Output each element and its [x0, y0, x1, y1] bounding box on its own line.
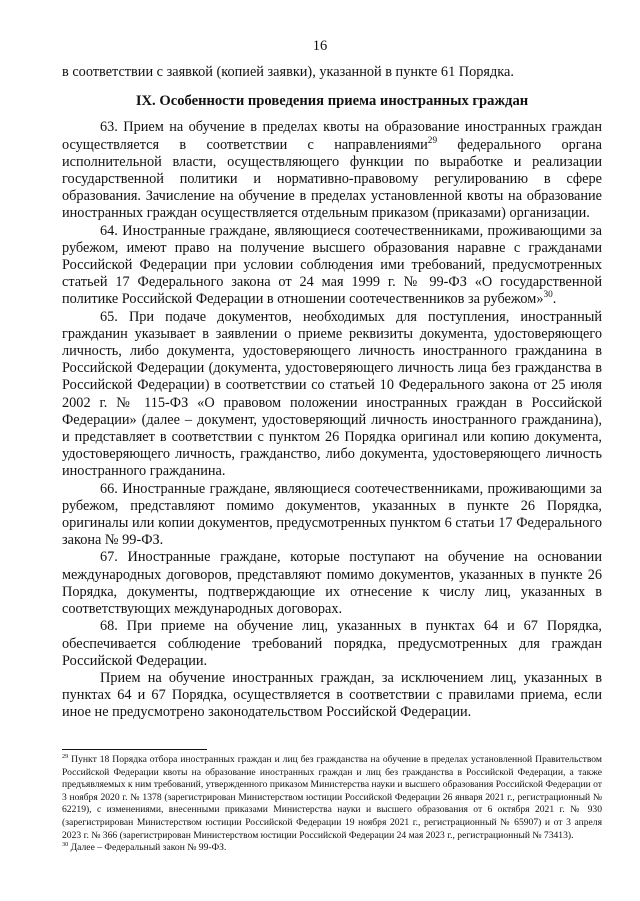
footnote-30 — [62, 842, 602, 855]
intro-line: в соответствии с заявкой (копией заявки), указанной в пункте 61 Порядка. — [62, 64, 514, 80]
paragraph-68: 68. При приеме на обучение лиц, указанных в пунктах 64 и 67 Порядка, обеспечивается соблюдение требований порядка, предусмотренных для граждан Российской Федерации. — [62, 618, 602, 669]
footnote-29-text: Пункт 18 Порядка отбора иностранных граждан и лиц без гражданства на обучение в пределах установленной Правительством Российской Федерации квоты на образование иностранных граждан и лиц без гражданства в Российской Федерации, а также предъявляемых к ним требований, утвержденного приказом Министерства науки и высшего образования Российской Федерации от 3 ноября 2020 г. № 1378 (зарегистрирован Министерством юстиции Российской Федерации 26 января 2021 г., регистрационный № 62219), с изменениями, внесенными приказами Министерства науки и высшего образования от 6 октября 2021 г. № 930 (зарегистрирован Министерством юстиции Российской Федерации 19 ноября 2021 г., регистрационный № 65907) и от 3 апреля 2023 г. № 366 (зарегистрирован Министерством юстиции Российской Федерации 24 мая 2023 г., регистрационный № 73413). — [62, 754, 602, 841]
page-number: 16 — [312, 38, 328, 54]
paragraph-63 — [62, 119, 602, 222]
paragraph-66: 66. Иностранные граждане, являющиеся соотечественниками, проживающими за рубежом, представляют помимо документов, указанных в пункте 26 Порядка, оригиналы или копии документов, предусмотренных пунктом 6 статьи 17 Федерального закона № 99-ФЗ. — [62, 480, 602, 549]
paragraph-65: 65. При подаче документов, необходимых для поступления, иностранный гражданин указывает в заявлении о приеме реквизиты документа, удостоверяющего личность, либо документа, удостоверяющего личность иностранного гражданина в Российской Федерации (документа, удостоверяющего личность лица без гражданства в Российской Федерации) в соответствии со статьей 10 Федерального закона от 25 июля 2002 г. № 115-ФЗ «О правовом положении иностранных граждан в Российской Федерации» (далее – документ, удостоверяющий личность иностранного гражданина), и представляет в соответствии с пунктом 26 Порядка оригинал или копию документа, удостоверяющего личность, гражданство, либо документа, удостоверяющего личность иностранного гражданина. — [62, 308, 602, 480]
paragraph-63-text-a: 63. Прием на обучение в пределах квоты на образование иностранных граждан осуществляется в соответствии с направлениями — [62, 119, 602, 153]
section-heading: IX. Особенности проведения приема иностранных граждан — [135, 93, 529, 110]
footnote-ref-29[interactable]: 29 — [427, 135, 438, 146]
paragraph-64-text-a: 64. Иностранные граждане, являющиеся соотечественниками, проживающими за рубежом, имеют право на получение высшего образования наравне с гражданами Российской Федерации при условии соблюдения ими требований, предусмотренных статьей 17 Федерального закона от 24 мая 1999 г. № 99-ФЗ «О государственной политике Российской Федерации в отношении соотечественников за рубежом» — [62, 222, 602, 308]
footnotes — [62, 754, 602, 855]
footnote-separator — [62, 749, 207, 750]
paragraph-64-text-b: . — [552, 291, 557, 308]
paragraph-closing: Прием на обучение иностранных граждан, за исключением лиц, указанных в пунктах 64 и 67 Порядка, осуществляется в соответствии с правилами приема, если иное не предусмотрено законодательством Российской Федерации. — [62, 669, 602, 721]
footnote-29 — [62, 754, 602, 842]
paragraph-67: 67. Иностранные граждане, которые поступают на обучение на основании международных договоров, представляют помимо документов, указанных в пункте 26 Порядка, документы, подтверждающие их отнесение к числу лиц, указанных в соответствующих международных договорах. — [62, 549, 602, 618]
footnote-30-text: Далее – Федеральный закон № 99-ФЗ. — [68, 842, 227, 854]
paragraph-63-text-b: федерального органа исполнительной власти, осуществляющего функции по выработке и реализации государственной политики и нормативно-правовому регулированию в сфере образования. Зачисление на обучение в пределах установленной квоты на образование иностранных граждан осуществляется отдельным приказом (приказами) организации. — [62, 136, 602, 222]
paragraph-64 — [62, 223, 602, 309]
footnote-29-number: 29 — [62, 752, 69, 760]
footnote-ref-30[interactable]: 30 — [543, 290, 553, 301]
footnote-30-number: 30 — [62, 840, 69, 848]
document-body — [62, 64, 602, 722]
